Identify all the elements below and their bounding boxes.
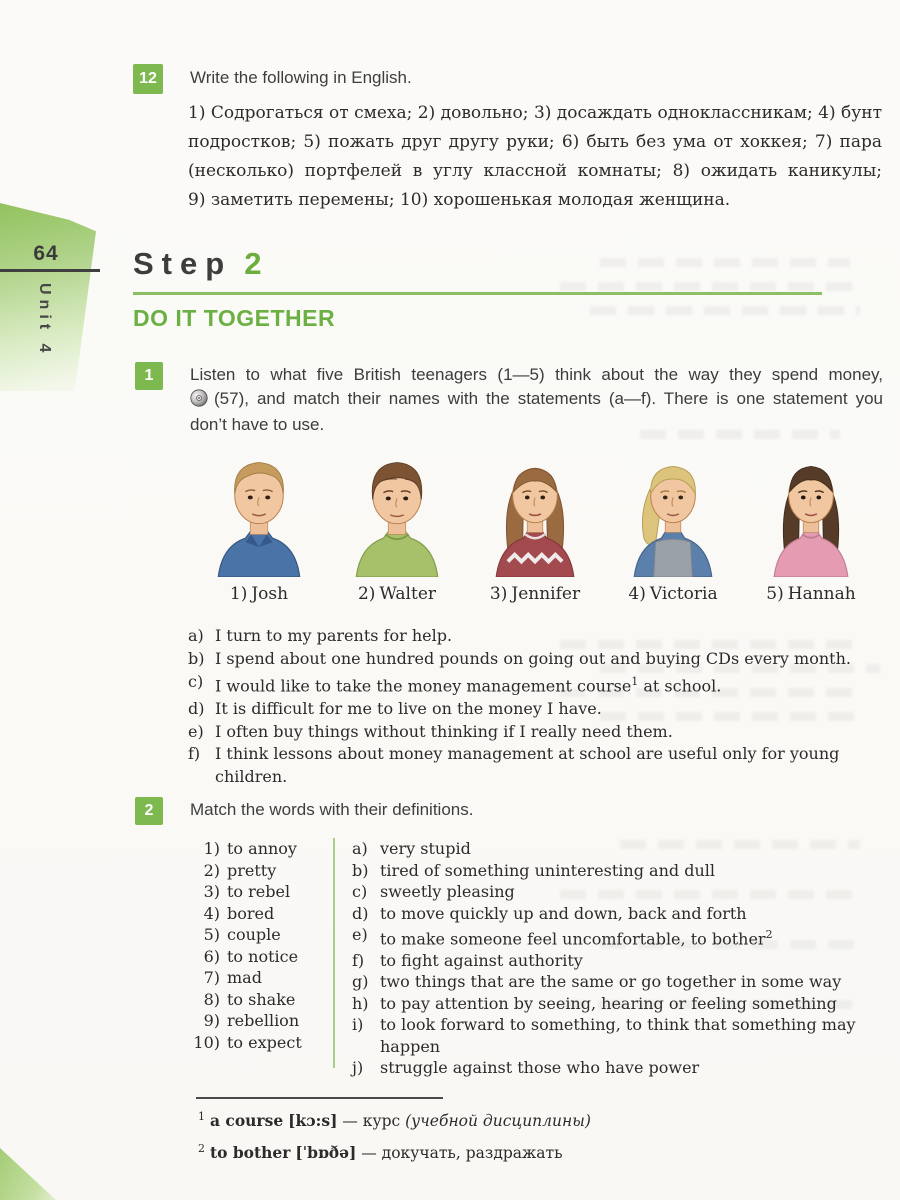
footnotes (198, 1103, 591, 1167)
definition-item (352, 1014, 900, 1057)
word-number: 4) (203, 903, 220, 923)
word-item (184, 924, 334, 946)
word-item (184, 989, 334, 1011)
definition-item (352, 1057, 900, 1079)
statement-text: I would like to take the money management course$^1$ at school. (215, 674, 722, 695)
portrait-jennifer-illustration (466, 447, 604, 577)
russian-line: подростков; 5) пожать друг другу руки; 6) быть без ума от хоккея; 7) пара (188, 132, 882, 152)
scan-bleed-artifact (600, 258, 850, 267)
statement-text: I spend about one hundred pounds on going out and buying CDs every month. (215, 648, 851, 668)
exercise-2-badge: 2 (135, 797, 163, 825)
russian-line: 9) заметить перемены; 10) хорошенькая молодая женщина. (188, 190, 731, 210)
word-number: 8) (203, 989, 220, 1009)
statement-text: I think lessons about money management at school are useful only for young children. (215, 744, 840, 787)
word-number: 10) (193, 1032, 220, 1052)
word-number: 5) (203, 925, 220, 944)
definition-text: to pay attention by seeing, hearing or feeling something (380, 993, 837, 1013)
definition-label: e) (352, 925, 368, 944)
statement-text: I often buy things without thinking if I really need them. (215, 721, 673, 741)
statement-label: d) (188, 698, 205, 718)
word-item (184, 1032, 334, 1054)
unit-label: Unit 4 (36, 283, 53, 358)
statement-item (188, 648, 890, 671)
word-item (184, 903, 334, 925)
definition-text: sweetly pleasing (380, 882, 515, 901)
statement-item (188, 625, 890, 648)
definition-label: i) (352, 1015, 364, 1035)
definition-label: b) (352, 860, 369, 880)
step-word: Step (133, 246, 233, 281)
statement-item (188, 743, 890, 789)
portrait-victoria-illustration (604, 447, 742, 577)
word-number: 7) (203, 968, 220, 987)
portraits-row (190, 447, 880, 577)
footnote-rule (196, 1097, 443, 1099)
person-label-hannah: 5) Hannah (766, 584, 856, 604)
portrait-hannah-illustration (742, 447, 880, 577)
word-text: to annoy (227, 839, 297, 858)
word-number: 3) (203, 882, 220, 901)
definition-label: f) (352, 950, 365, 970)
definition-text: to look forward to something, to think that something may happen (380, 1015, 856, 1056)
definition-item (352, 881, 900, 903)
person-label-jennifer: 3) Jennifer (489, 584, 581, 604)
word-number: 1) (203, 839, 220, 858)
page-number-rule (0, 269, 100, 272)
russian-line: 1) Содрогаться от смеха; 2) довольно; 3) досаждать одноклассникам; 4) бунт (188, 103, 882, 123)
russian-line: (несколько) портфелей в углу классной комнаты; 8) ожидать каникулы; (188, 161, 882, 181)
statements-list (188, 625, 890, 789)
portrait-josh-illustration (190, 447, 328, 577)
word-text: mad (227, 968, 262, 987)
statement-item (188, 721, 890, 744)
definition-item (352, 993, 900, 1015)
definition-text: to fight against authority (380, 950, 583, 970)
word-item (184, 881, 334, 903)
word-item (184, 967, 334, 989)
word-text: bored (227, 903, 275, 923)
statement-item (188, 671, 890, 698)
definition-label: j) (352, 1058, 364, 1078)
exercise-12-instruction: Write the following in English. (190, 68, 412, 87)
word-text: to shake (227, 989, 296, 1009)
exercise-1-line2: (57), and match their names with the statements (a—f). There is one statement you (214, 388, 883, 408)
word-item (184, 946, 334, 968)
step-number: 2 (244, 246, 270, 281)
match-column-divider (333, 838, 335, 1068)
definition-item (352, 950, 900, 972)
page-number: 64 (33, 242, 59, 265)
word-item (184, 838, 334, 860)
person-label-josh: 1) Josh (229, 584, 289, 604)
statement-text: It is difficult for me to live on the money I have. (215, 698, 602, 718)
statement-label: b) (188, 648, 205, 668)
cd-icon (190, 389, 208, 414)
statement-label: f) (188, 744, 201, 764)
definition-text: two things that are the same or go together in some way (380, 972, 842, 992)
words-column (184, 838, 334, 1053)
step-rule (133, 292, 822, 295)
names-row (190, 584, 880, 604)
definition-item (352, 971, 900, 993)
scan-bleed-artifact (590, 306, 860, 315)
exercise-1-badge: 1 (135, 362, 163, 390)
statement-label: c) (188, 671, 204, 691)
definition-text: struggle against those who have power (380, 1058, 700, 1078)
definition-label: h) (352, 993, 369, 1013)
step-subtitle: DO IT TOGETHER (133, 305, 336, 331)
word-number: 2) (203, 860, 220, 880)
definition-text: to make someone feel uncomfortable, to bother$^2$ (380, 928, 773, 949)
definition-item (352, 903, 900, 925)
definition-item (352, 860, 900, 882)
exercise-12-body (188, 99, 882, 215)
person-label-victoria: 4) Victoria (628, 584, 718, 604)
exercise-2-instruction: Match the words with their definitions. (190, 800, 474, 819)
word-number: 9) (203, 1011, 220, 1030)
definition-label: a) (352, 839, 368, 858)
exercise-12-badge: 12 (133, 64, 163, 94)
definition-label: d) (352, 903, 369, 923)
definition-text: to move quickly up and down, back and forth (380, 903, 747, 923)
word-text: couple (227, 925, 281, 944)
definition-item (352, 838, 900, 860)
statement-label: e) (188, 721, 204, 741)
definition-label: c) (352, 882, 368, 901)
word-text: rebellion (227, 1011, 300, 1030)
word-text: to rebel (227, 882, 291, 901)
word-item (184, 860, 334, 882)
exercise-1-line1: Listen to what five British teenagers (1—5) think about the way they spend money, (190, 365, 883, 384)
word-number: 6) (203, 946, 220, 966)
footnote-course: $^1$ a course [kɔ:s] — курс (учебной дисциплины) (198, 1110, 591, 1131)
word-text: pretty (227, 860, 277, 880)
definition-text: very stupid (380, 839, 471, 858)
scan-bleed-artifact (560, 282, 860, 291)
definition-label: g) (352, 972, 369, 992)
word-text: to expect (227, 1032, 302, 1052)
definitions-column (352, 838, 900, 1079)
portrait-walter-illustration (328, 447, 466, 577)
definition-text: tired of something uninteresting and dull (380, 860, 715, 880)
exercise-1-line3: don’t have to use. (190, 415, 325, 434)
statement-label: a) (188, 626, 204, 645)
definition-item (352, 924, 900, 950)
statement-item (188, 698, 890, 721)
person-label-walter: 2) Walter (357, 584, 437, 604)
green-corner-decoration-bottom (0, 1148, 56, 1200)
step-title (133, 246, 269, 282)
statement-text: I turn to my parents for help. (215, 626, 453, 645)
word-item (184, 1010, 334, 1032)
footnote-bother: $^2$ to bother [ˈbɒðə] — докучать, раздражать (198, 1142, 563, 1163)
word-text: to notice (227, 946, 299, 966)
exercise-1-instruction (190, 363, 883, 437)
